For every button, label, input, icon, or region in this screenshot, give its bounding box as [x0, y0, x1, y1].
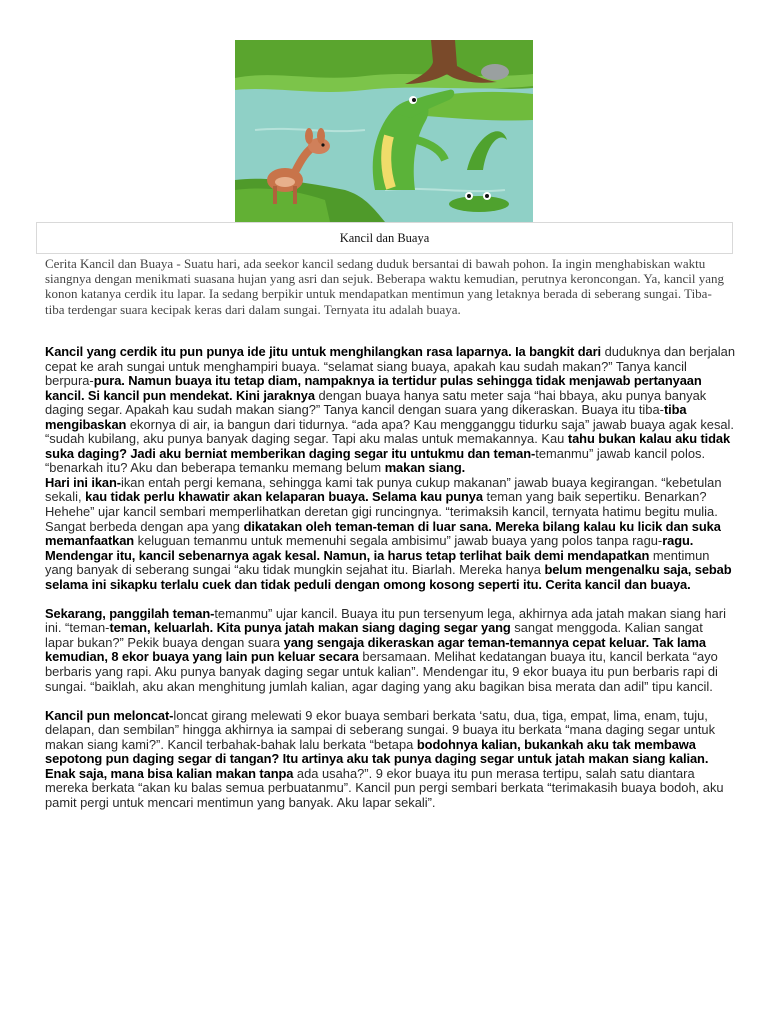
text-run: kau tidak perlu khawatir akan kelaparan buaya. Selama kau punya	[85, 489, 483, 505]
caption-box	[36, 222, 733, 254]
text-run: keluguan temanmu untuk memenuhi segala ambisimu” jawab buaya yang polos tanpa ragu-	[137, 533, 663, 549]
text-run: bodohnya kalian, bukankah aku tak membawa sepotong pun daging segar di tangan? Itu artinya aku tak punya daging segar untuk jatah makan siang kalian. Enak saja, mana bisa kalian makan tanpa	[45, 736, 709, 781]
text-run: yang sengaja dikeraskan agar teman-temannya cepat keluar. Tak lama kemudian, 8 ekor buaya yang lain pun keluar secara	[45, 634, 706, 665]
story-illustration	[235, 40, 533, 222]
story-paragraph-1	[45, 345, 735, 476]
text-run: mentimun yang banyak di seberang sungai “aku tidak mungkin sejahat itu. Biarlah. Mereka hanya	[45, 547, 710, 578]
text-run: Kancil pun meloncat-	[45, 707, 174, 723]
text-run: ikan entah pergi kemana, sehingga kami tak punya cukup makanan” jawab buaya kegirangan. “kebetulan sekali,	[45, 474, 722, 505]
text-run: tiba mengibaskan	[45, 402, 687, 432]
story-paragraph-4	[45, 709, 735, 811]
text-run: temanmu” ujar kancil. Buaya itu pun tersenyum lega, akhirnya ada jatah makan siang hari ini. “teman-	[45, 605, 726, 636]
text-run: ekornya di air, ia bangun dari tidurnya. “ada apa? Kau mengganggu tidurku saja” jawab buaya agak kesal. “sudah kubilang, aku punya banyak daging segar. Tapi aku malas untuk memakannya. Kau	[45, 416, 735, 447]
text-run: ragu. Mendengar itu, kancil sebenarnya agak kesal. Namun, ia harus tetap terlihat baik demi mendapatkan	[45, 533, 694, 563]
text-run: duduknya dan berjalan cepat ke arah sungai untuk menghampiri buaya. “selamat siang buaya, apakah kau sudah makan?” Tanya kancil berpura-	[45, 344, 736, 389]
text-run: dengan buaya hanya satu meter saja “hai bbaya, aku punya banyak daging segar. Apakah kau sudah makan siang?” Tanya kancil dengan suara yang dikeraskan. Buaya itu tiba-	[45, 387, 707, 418]
intro-paragraph: Cerita Kancil dan Buaya - Suatu hari, ada seekor kancil sedang duduk bersantai di bawah pohon. Ia ingin menghabiskan waktu siangnya dengan menikmati suasana hujan yang asri dan sejuk. Beberapa waktu kemudian, perutnya keroncongan. Ya, kancil yang konon katanya cerdik itu lapar. Ia sedang berpikir untuk mendapatkan mentimun yang letaknya berada di seberang sungai. Tiba-tiba terdengar suara kecipak keras dari dalam sungai. Ternyata itu adalah buaya.	[45, 256, 725, 317]
text-run: ada usaha?”. 9 ekor buaya itu pun merasa tertipu, salah satu diantara mereka berkata “akan ku balas semua perbuatanmu”. Kancil pun pergi sembari berkata “terimakasih buaya bodoh, aku pamit pergi untuk mencari mentimun yang banyak. Aku lapar sekali”.	[45, 765, 724, 810]
story-body	[45, 345, 735, 810]
story-paragraph-3	[45, 607, 735, 694]
text-run: belum mengenalku saja, sebab selama ini sikapku terlalu cuek dan tidak peduli dengan omong kosong seperti itu. Cerita kancil dan buaya.	[45, 562, 732, 592]
text-run: loncat girang melewati 9 ekor buaya sembari berkata ‘satu, dua, tiga, empat, lima, enam, tuju, delapan, dan sembilan” hingga akhirnya ia sampai di seberang sungai. 9 buaya itu berkata “mana daging segar untuk makan siang kami?”. Kancil terbahak-bahak lalu berkata “betapa	[45, 707, 716, 752]
rock-icon	[481, 64, 509, 80]
text-run: makan siang.	[384, 460, 466, 476]
text-run: Kancil yang cerdik itu pun punya ide jitu untuk menghilangkan rasa laparnya. Ia bangkit dari	[45, 344, 601, 359]
text-run: bersamaan. Melihat kedatangan buaya itu, kancil berkata “ayo berbaris yang rapi. Aku punya banyak daging segar untuk kalian”. Mendengar itu, 9 ekor buaya itu pun berbaris rapi di sungai. “baiklah, aku akan menghitung jumlah kalian, agar daging yang aku bagikan bisa merata dan adil” tipu kancil.	[45, 649, 718, 694]
text-run: temanmu” jawab kancil polos. “benarkah itu? Aku dan beberapa temanku memang belum	[45, 445, 706, 476]
text-run: pura. Namun buaya itu tetap diam, nampaknya ia tertidur pulas sehingga tidak menjawab pertanyaan kancil. Si kancil pun mendekat. Kini jaraknya	[45, 373, 702, 403]
text-run: sangat menggoda. Kalian sangat lapar bukan?” Pekik buaya dengan suara	[45, 620, 703, 650]
image-caption: Kancil dan Buaya	[339, 230, 430, 245]
text-run: dikatakan oleh teman-teman di luar sana. Mereka bilang kalau ku licik dan suka memanfaatkan	[45, 518, 721, 549]
text-run: tahu bukan kalau aku tidak suka daging? Jadi aku berniat memberikan daging segar itu untukmu dan teman-	[45, 431, 731, 461]
text-run: Hari ini ikan-	[45, 474, 121, 490]
text-run: teman, keluarlah. Kita punya jatah makan siang daging segar yang	[109, 620, 511, 636]
story-paragraph-2	[45, 476, 735, 592]
text-run: teman yang baik sepertiku. Benarkan? Hehehe” ujar kancil sembari memperlihatkan deretan gigi runcingnya. “terimaksih kancil, ternyata hatimu begitu mulia. Sangat berbeda dengan apa yang	[45, 489, 718, 534]
text-run: Sekarang, panggilah teman-	[45, 605, 215, 621]
